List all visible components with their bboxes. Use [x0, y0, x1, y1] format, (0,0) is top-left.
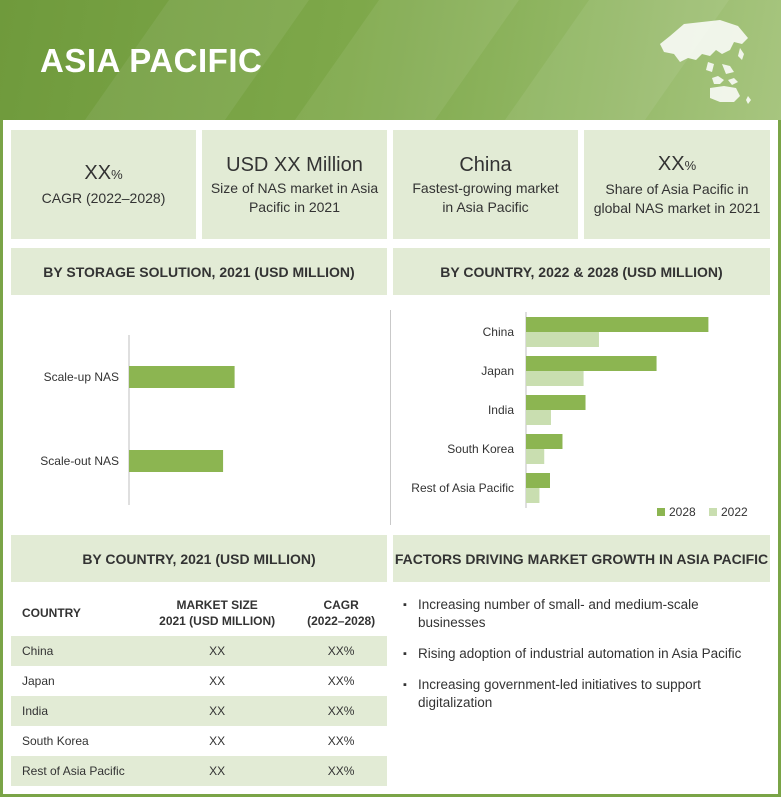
kpi-fastest-growing — [393, 130, 578, 239]
cell-market-size: XX — [209, 674, 226, 688]
cell-market-size: XX — [209, 734, 226, 748]
bar-south-korea-2028 — [526, 434, 562, 449]
table-row — [11, 666, 387, 696]
bar-south-korea-2022 — [526, 449, 544, 464]
cell-cagr: XX% — [295, 756, 387, 786]
bar-scale-up-nas — [129, 366, 235, 388]
bar-china-2022 — [526, 332, 599, 347]
section-storage-header: BY STORAGE SOLUTION, 2021 (USD MILLION) — [11, 248, 387, 295]
cell-country: China — [11, 636, 139, 666]
kpi-value: XX% — [657, 152, 697, 175]
page-title: ASIA PACIFIC — [40, 42, 263, 79]
table-header-row — [11, 590, 387, 636]
banner-stripe — [253, 0, 547, 120]
kpi-value: XX% — [84, 162, 123, 184]
category-label: South Korea — [447, 442, 514, 456]
section-factors-header: FACTORS DRIVING MARKET GROWTH IN ASIA PACIFIC — [393, 535, 770, 582]
kpi-value: USD XX Million — [226, 153, 363, 176]
legend-swatch-2022 — [709, 508, 717, 516]
table-row — [11, 636, 387, 666]
bullet-icon: ▪ — [403, 648, 407, 660]
bar-rest-of-asia-pacific-2022 — [526, 488, 539, 503]
bar-rest-of-asia-pacific-2028 — [526, 473, 550, 488]
col-header-cagr: CAGR (2022–2028) — [307, 598, 376, 628]
category-label: Scale-up NAS — [43, 370, 119, 384]
kpi-market-size — [202, 130, 387, 239]
col-header-country: COUNTRY — [22, 606, 81, 620]
bar-india-2022 — [526, 410, 551, 425]
country-chart — [391, 300, 781, 532]
kpi-label: Share of Asia Pacific in global NAS market in 2021 — [593, 180, 761, 216]
table-row — [11, 756, 387, 786]
legend-label: 2028 — [669, 505, 696, 519]
list-item: ▪ Increasing number of small- and medium-scale businesses — [403, 597, 699, 630]
header-banner — [0, 0, 781, 120]
bar-india-2028 — [526, 395, 586, 410]
cell-cagr: XX% — [327, 674, 355, 688]
legend-swatch-2028 — [657, 508, 665, 516]
section-country-chart-header: BY COUNTRY, 2022 & 2028 (USD MILLION) — [393, 248, 770, 295]
cell-market-size: XX — [139, 696, 295, 726]
cell-country: Japan — [22, 674, 55, 688]
cell-cagr: XX% — [327, 734, 355, 748]
cell-market-size: XX — [139, 756, 295, 786]
kpi-share — [584, 130, 770, 239]
bar-china-2028 — [526, 317, 708, 332]
kpi-label: Size of NAS market in Asia Pacific in 2021 — [210, 179, 379, 215]
country-table — [11, 590, 387, 786]
list-item: ▪ Increasing government-led initiatives to support digitalization — [403, 677, 701, 710]
category-label: Scale-out NAS — [40, 454, 119, 468]
col-header-market-size: MARKET SIZE 2021 (USD MILLION) — [159, 598, 276, 628]
table-row — [11, 696, 387, 726]
cell-cagr: XX% — [295, 696, 387, 726]
cell-country: India — [11, 696, 139, 726]
table-row — [11, 726, 387, 756]
bar-scale-out-nas — [129, 450, 223, 472]
kpi-label: Fastest-growing market in Asia Pacific — [412, 179, 559, 215]
cell-market-size: XX — [139, 636, 295, 666]
cell-cagr: XX% — [295, 636, 387, 666]
bullet-icon: ▪ — [403, 599, 407, 611]
cell-country: South Korea — [22, 734, 89, 748]
bar-japan-2028 — [526, 356, 657, 371]
section-country-table-header: BY COUNTRY, 2021 (USD MILLION) — [11, 535, 387, 582]
storage-solution-chart — [0, 300, 390, 532]
category-label: China — [482, 325, 514, 339]
category-label: Rest of Asia Pacific — [411, 481, 514, 495]
factors-list — [403, 596, 775, 725]
cell-country: Rest of Asia Pacific — [11, 756, 139, 786]
category-label: Japan — [481, 364, 514, 378]
bullet-icon: ▪ — [403, 679, 407, 691]
kpi-label: CAGR (2022–2028) — [41, 190, 166, 206]
legend-label: 2022 — [721, 505, 748, 519]
kpi-cagr — [11, 130, 196, 239]
category-label: India — [487, 403, 514, 417]
bar-japan-2022 — [526, 371, 584, 386]
list-item: ▪ Rising adoption of industrial automation in Asia Pacific — [403, 646, 742, 661]
kpi-value: China — [459, 153, 512, 176]
asia-pacific-map-icon — [650, 14, 760, 106]
